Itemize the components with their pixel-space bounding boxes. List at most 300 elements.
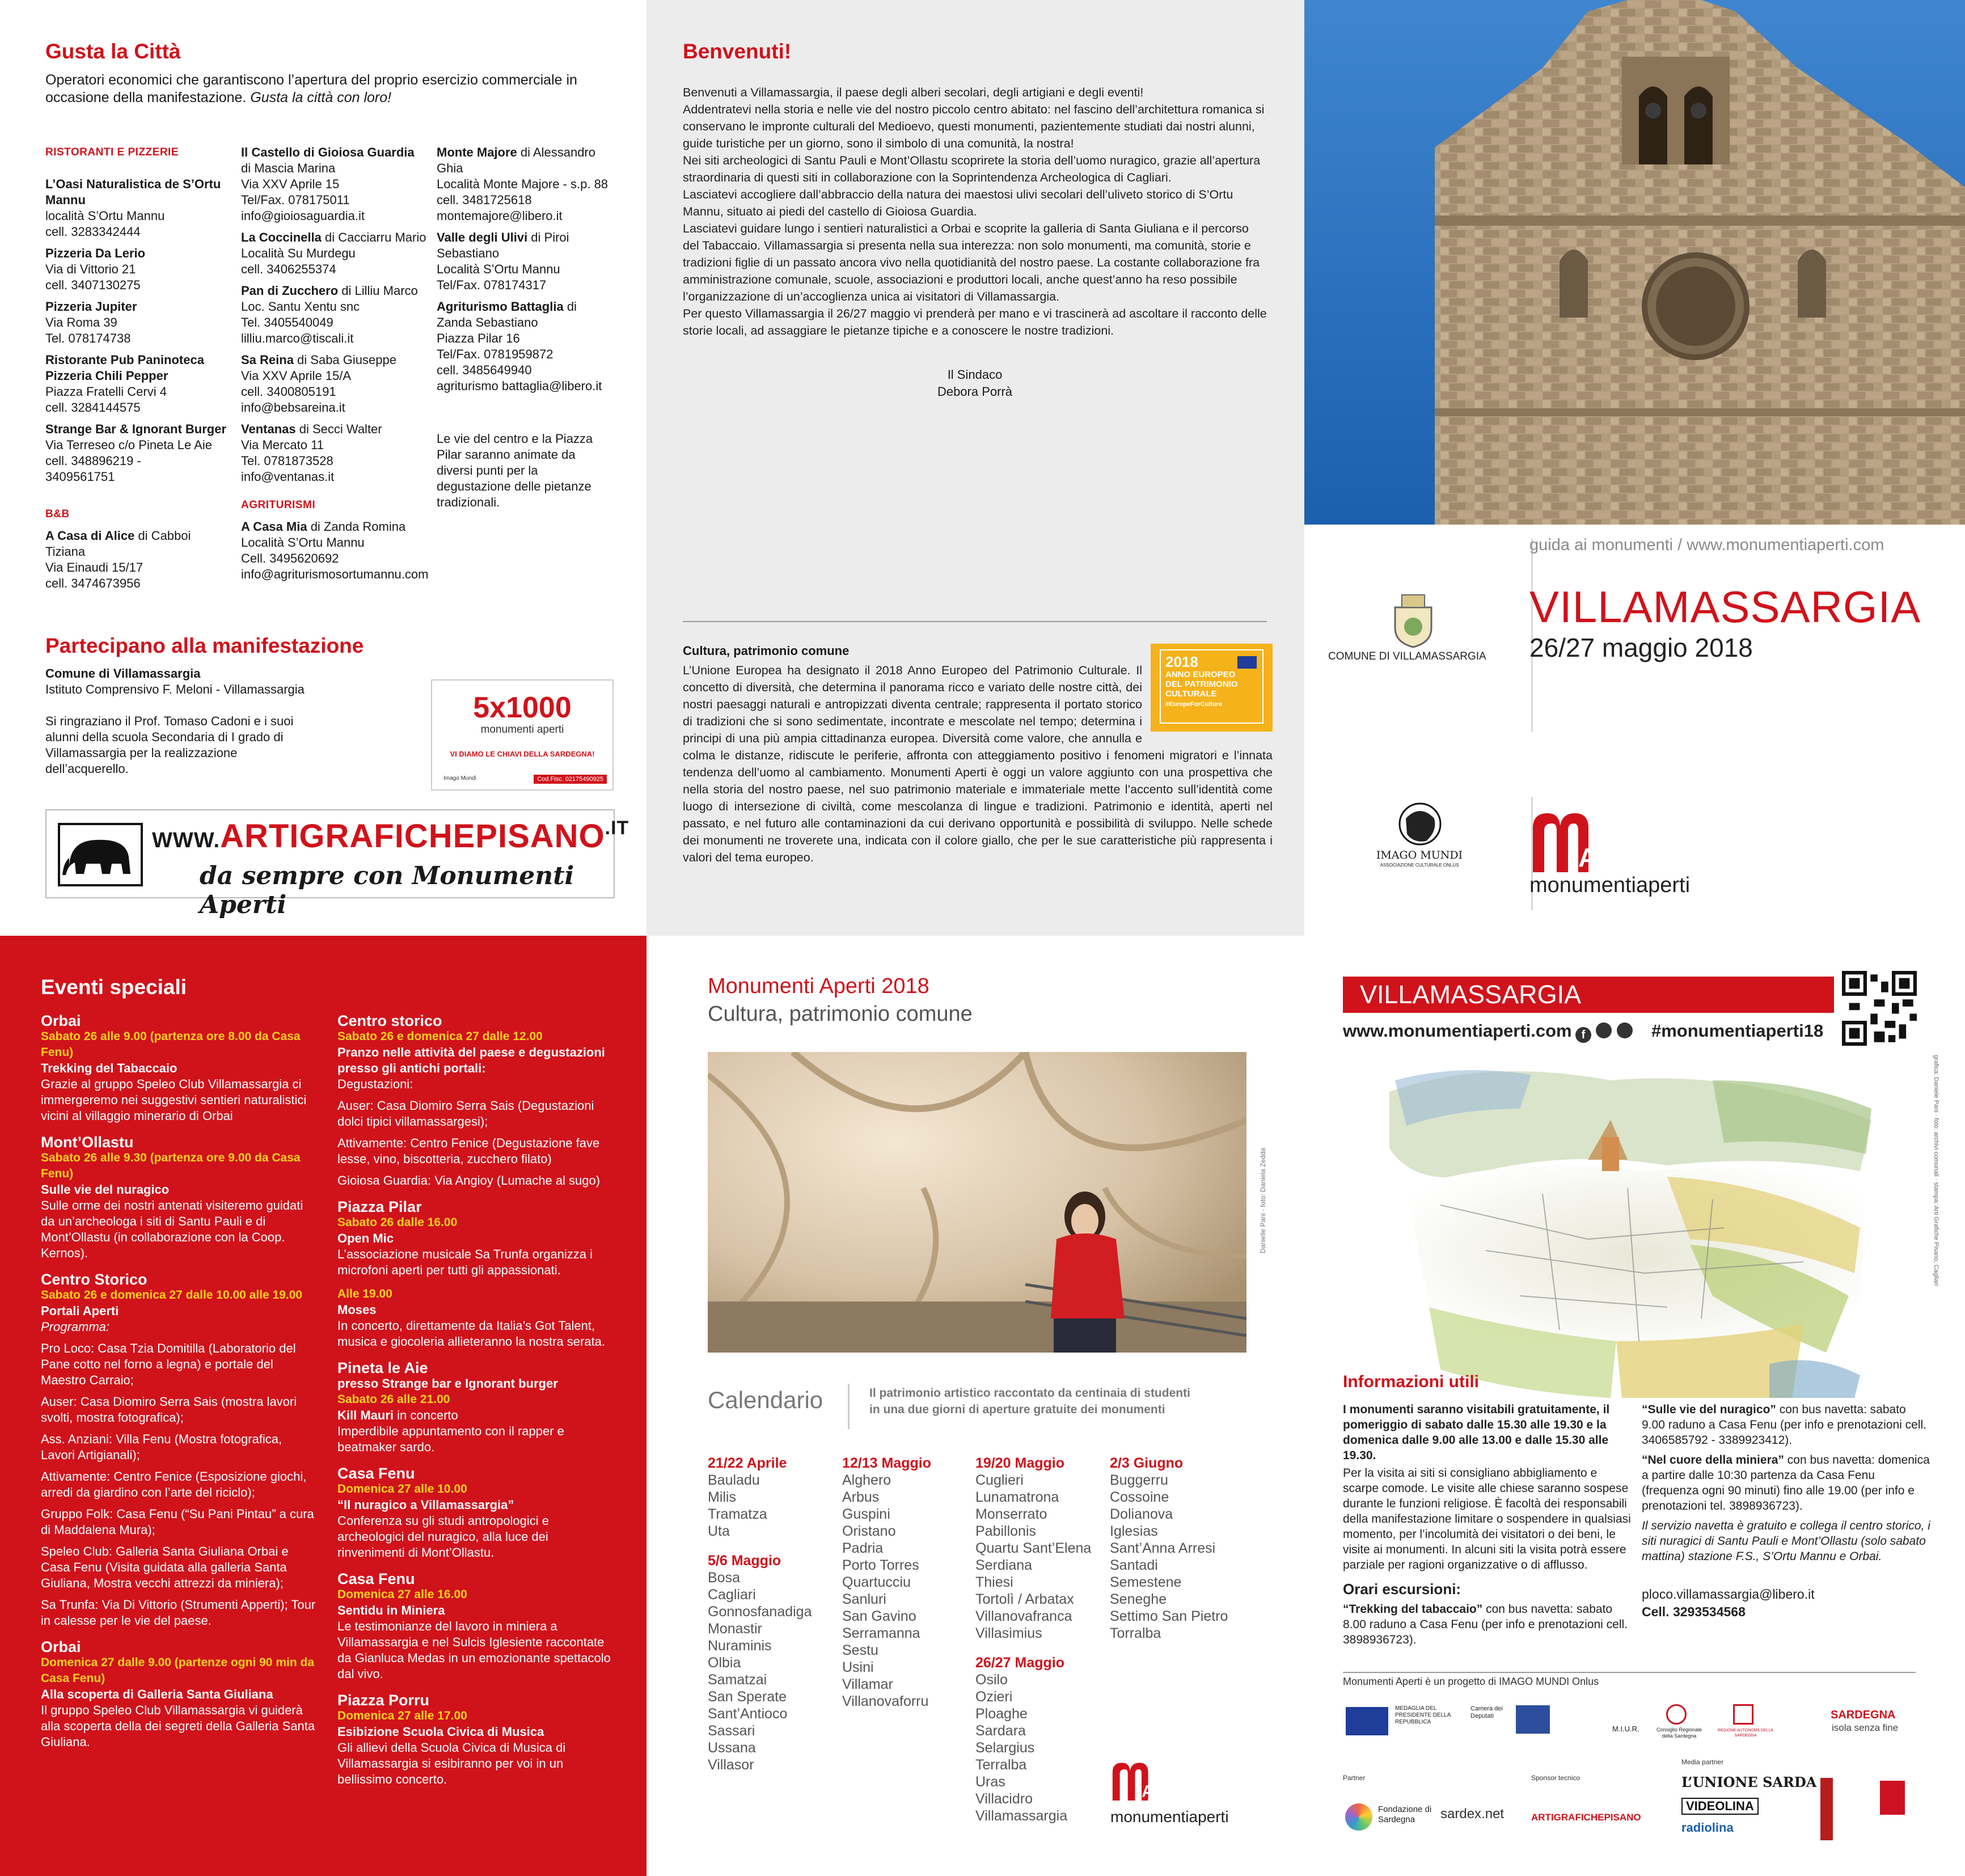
- business-line: località S’Ortu Mannu: [45, 209, 165, 223]
- business-owner: di Cacciarru Mario: [321, 230, 426, 244]
- spacer: [975, 1642, 1091, 1654]
- business-entry: [241, 283, 428, 347]
- calendar-town: Quartucciu: [842, 1574, 911, 1590]
- imago-mundi-label: IMAGO MUNDI: [1376, 849, 1463, 861]
- panel-gusta-la-citta: [0, 0, 646, 936]
- calendar-town: Tortolì / Arbatax: [975, 1591, 1074, 1607]
- calendar-town: Cagliari: [708, 1587, 756, 1603]
- map-hashtag: #monumentiaperti18: [1651, 1021, 1824, 1041]
- bb-entry: [45, 528, 233, 591]
- partecipano-title: Partecipano alla manifestazione: [45, 634, 364, 657]
- calendar-town: Bauladu: [708, 1472, 760, 1488]
- business-line: lilliu.marco@tiscali.it: [241, 331, 354, 345]
- business-line: Località S’Ortu Mannu: [241, 535, 365, 550]
- calendar-town: Guspini: [842, 1506, 890, 1522]
- label-sponsor: Sponsor tecnico: [1531, 1774, 1581, 1782]
- business-entry: [241, 230, 428, 277]
- calendar-town: Milis: [708, 1489, 736, 1505]
- calendar-town: Villasimius: [975, 1625, 1042, 1641]
- calendar-town: Buggerru: [1110, 1472, 1168, 1488]
- eventi-right-col: [337, 1005, 615, 1798]
- calendar-town: Cossoine: [1110, 1489, 1169, 1505]
- business-name: Agriturismo Battaglia: [437, 299, 564, 314]
- cultura-body: L’Unione Europea ha designato il 2018 Anno Europeo del Patrimonio Culturale. Il concetto di diversità, che determina il panorama ricco e variato delle nostre città, dei nostri paesaggi naturali e antropizzati diventa centrale; rappresenta il portato storico di tradizioni che si sono sedimentate, incontrate e mescolate nel tempo; determina i principi di una più ampia cittadinanza europea. Diversità come valore, che annulla e colma le distanze, ridiscute le periferie, affronta con atteggiamento positivo i fenomeni migratori e l’innata tendenza dell’uomo al cambiamento. Monumenti Aperti è oggi un valore aggiunto con una prospettiva che nella storia del nostro paese, nel suo patrimonio materiale e immateriale mette l’accento sull’identità come luogo di intersezione di civiltà, come mescolanza di lingue e tradizioni. Patrimonio e identità, aperti nel passato, e nel futuro alle contaminazioni da cui derivano opportunità e possibilità di sviluppo. Nelle schede dei monumenti ne troverete una, indicata con il colore giallo, che per le sue caratteristiche più rappresenta i valori del tema europeo.: [683, 664, 1273, 864]
- event-place: Piazza Porru: [337, 1692, 430, 1709]
- business-owner: di Zanda Romina: [307, 519, 406, 534]
- calendar-town: Gonnosfanadiga: [708, 1604, 812, 1620]
- logo-miur: M.I.U.R.: [1612, 1725, 1639, 1733]
- business-entry: [241, 519, 428, 582]
- calendar-town: Sant’Anna Arresi: [1110, 1540, 1216, 1556]
- pisano-tagline: da sempre con Monumenti Aperti: [200, 861, 574, 919]
- event-title: “Il nuragico a Villamassargia”: [337, 1498, 514, 1512]
- business-line: cell. 3485649940: [437, 363, 532, 377]
- pisano-banner: [45, 809, 629, 919]
- business-line: Via XXV Aprile 15/A: [241, 369, 352, 383]
- cat-agriturismi: AGRITURISMI: [241, 499, 316, 511]
- calendar-month: 12/13 Maggio: [842, 1455, 931, 1471]
- calendar-town: Settimo San Pietro: [1110, 1608, 1228, 1624]
- event-text: Sulle orme dei nostri antenati visiteremo guidati da un’archeologa i siti di Santu Pauli e di Mont’Ollastu (in collaborazione con la Coop. Kernos).: [41, 1198, 303, 1260]
- event-when: Domenica 27 alle 17.00: [337, 1709, 467, 1722]
- business-line: Tiziana: [45, 544, 86, 559]
- event-text: Auser: Casa Diomiro Serra Sais (Degustazioni dolci tipici villamassargesi);: [337, 1098, 594, 1129]
- calendar-town: Monserrato: [975, 1506, 1047, 1522]
- event-text: Le testimonianze del lavoro in miniera a Villamassargia e nel Sulcis Iglesiente raccontate da Gianluca Medas in un emozionante spettacolo dal vivo.: [337, 1619, 611, 1681]
- calendar-town: Sassari: [708, 1723, 755, 1739]
- ristoranti-list: [45, 176, 233, 485]
- cover-town: VILLAMASSARGIA: [1529, 582, 1921, 632]
- panel-cover: [1304, 525, 1965, 936]
- calendar-town: Osilo: [975, 1672, 1008, 1688]
- gusta-note: Le vie del centro e la Piazza Pilar saranno animate da diversi punti per la degustazione delle pietanze tradizionali.: [437, 432, 593, 509]
- calendar-town: Oristano: [842, 1523, 896, 1539]
- calendar-town: Pabillonis: [975, 1523, 1037, 1539]
- business-owner: di Alessandro: [517, 145, 595, 159]
- business-line: info@agriturismosortumannu.com: [241, 567, 429, 581]
- monumenti-aperti-wordmark: monumentiaperti: [1529, 873, 1691, 897]
- gusta-col-3: [437, 145, 618, 510]
- calendar-town: Cuglieri: [975, 1472, 1024, 1488]
- business-line: Tel. 3405540049: [241, 315, 333, 329]
- event-title: Moses: [337, 1303, 377, 1317]
- business-line: di Mascia Marina: [241, 161, 336, 175]
- business-line: Via Roma 39: [45, 315, 117, 329]
- media-logo-crest-icon: [1880, 1781, 1905, 1815]
- calendar-town: Sestu: [842, 1642, 878, 1658]
- business-entry: [437, 230, 618, 293]
- event-title: Portali Aperti: [41, 1304, 119, 1318]
- ristoranti-list-3: [437, 145, 618, 394]
- partecipano-thanks: Si ringraziano il Prof. Tomaso Cadoni e i suoi alunni della scuola Secondaria di I grado di Villamassargia per la realizzazione dell’acquerello.: [45, 714, 294, 776]
- sign-name: Debora Porrà: [937, 385, 1013, 399]
- fondazione-logo-icon: [1345, 1803, 1372, 1831]
- gusta-intro: Operatori economici che garantiscono l’apertura del proprio esercizio commerciale in occasione della manifestazione. Gusta la città con loro!: [45, 72, 577, 105]
- logo-radiolina: radiolina: [1681, 1820, 1734, 1835]
- benvenuti-paragraph: Lasciatevi guidare lungo i sentieri naturalistici a Orbai e scoprite la galleria di Santa Giuliana e il percorso del Tabaccaio. Villamassargia si presenta nella sua interezza: non solo monumenti, ma comunità, storie e tradizioni figlie di un passato ancora vivo nella quotidianità del nostro paese. La costante collaborazione fra amministrazione comunale, scuole, associazioni e produttori locali, anche quest’anno ha reso possibile l’organizzazione di un’accoglienza unica ai visitatori di Villamassargia.: [683, 222, 1260, 303]
- calendar-town: Porto Torres: [842, 1557, 919, 1573]
- gusta-title: Gusta la Città: [45, 40, 181, 63]
- calendar-town: Villacidro: [975, 1791, 1033, 1807]
- event-text: Auser: Casa Diomiro Serra Sais (mostra lavori svolti, mostra fotografica);: [41, 1395, 297, 1425]
- monumenti-aperti-logo-icon: [1529, 811, 1600, 873]
- event-text: Conferenza su gli studi antropologici e archeologici del nuragico, alla luce dei rinvenimenti di Mont’Ollastu.: [337, 1514, 550, 1560]
- business-name: Valle degli Ulivi: [437, 230, 528, 244]
- business-name: Strange Bar & Ignorant Burger: [45, 422, 227, 436]
- calendar-month: 21/22 Aprile: [708, 1455, 787, 1471]
- cal-col-2: [842, 1455, 931, 1710]
- event-when: Domenica 27 alle 10.00: [337, 1482, 467, 1495]
- business-owner: di Piroi: [527, 230, 569, 244]
- business-line: Piazza Pilar 16: [437, 331, 520, 345]
- business-entry: [241, 352, 428, 416]
- church-photo: [1304, 0, 1965, 525]
- benvenuti-paragraph: Nei siti archeologici di Santu Pauli e Mont’Ollastu scoprirete la storia dell’uomo nuragico, grazie all’apertura straordinaria di questi siti in collaborazione con la Soprintendenza Archeologica di Cagliari.: [683, 154, 1261, 184]
- watercolor-town-map: [1372, 1058, 1883, 1404]
- badge-5x1000: [431, 679, 614, 791]
- event-text: Imperdibile appuntamento con il rapper e beatmaker sardo.: [337, 1424, 564, 1454]
- event-place: Orbai: [41, 1012, 81, 1029]
- event-when: Alle 19.00: [337, 1287, 392, 1300]
- logo-fondazione: Fondazione di Sardegna: [1378, 1805, 1432, 1824]
- qr-code-icon[interactable]: [1842, 971, 1917, 1046]
- cover-dates: 26/27 maggio 2018: [1529, 633, 1753, 662]
- label-media: Media partner: [1681, 1758, 1724, 1766]
- event-block: [337, 1013, 615, 1189]
- calendar-town: Selargius: [975, 1740, 1035, 1756]
- event-text: Gruppo Folk: Casa Fenu (“Su Pani Pintau” a cura di Maddalena Mura);: [41, 1507, 314, 1537]
- divider: [683, 621, 1267, 622]
- monumenti-aperti-logo-icon-2: [1110, 1758, 1156, 1805]
- svg-text:A: A: [1142, 1782, 1154, 1801]
- eventi-title: Eventi speciali: [41, 975, 187, 999]
- event-sub: Programma:: [41, 1320, 110, 1334]
- calendar-town: Sant’Antioco: [708, 1706, 788, 1722]
- event-place: Centro Storico: [41, 1271, 147, 1288]
- business-line: Località Su Murdegu: [241, 246, 356, 260]
- business-line: Tel. 0781873528: [241, 454, 333, 468]
- business-owner: di Lilliu Marco: [338, 284, 418, 298]
- business-line: Via Mercato 11: [241, 438, 324, 452]
- imago-mundi-sub: ASSOCIAZIONE CULTURALE ONLUS: [1380, 863, 1459, 868]
- gusta-col-1: [45, 145, 233, 597]
- business-entry: [437, 299, 618, 394]
- facebook-icon[interactable]: f: [1575, 1027, 1591, 1043]
- cloister-photo: [708, 1052, 1246, 1353]
- logo-sardegna-sub: isola senza fine: [1832, 1722, 1899, 1733]
- business-owner: di Saba Giuseppe: [293, 353, 396, 367]
- event-text: Grazie al gruppo Speleo Club Villamassargia ci immergeremo nei suggestivi sentieri naturalistici vicini al villaggio minerario di Orbai: [41, 1077, 307, 1123]
- calendar-town: Uta: [708, 1523, 730, 1539]
- event-text: Attivamente: Centro Fenice (Degustazione fave lesse, vino, biscotteria, zucchero filato): [337, 1136, 600, 1166]
- map-side-credit: grafica: Daniele Pani · foto: archivi comunali · stampa: Arti Grafiche Pisano, Cagliari: [1933, 1055, 1939, 1286]
- partecipano-org: Comune di Villamassargia: [45, 666, 201, 681]
- event-block: [41, 1013, 319, 1124]
- logo-camera: Camera dei Deputati: [1470, 1705, 1503, 1719]
- business-line: cell. 3407130275: [45, 278, 141, 292]
- partecipano-school: Istituto Comprensivo F. Meloni - Villamassargia: [45, 682, 305, 696]
- business-name: A Casa di Alice: [45, 529, 135, 543]
- cal-brand: monumentiaperti: [1110, 1808, 1229, 1826]
- label-partner: Partner: [1343, 1774, 1366, 1782]
- event-when: Sabato 26 alle 21.00: [337, 1393, 450, 1406]
- business-name: Pizzeria Da Lerio: [45, 246, 146, 260]
- business-line: Via di Vittorio 21: [45, 262, 136, 276]
- consiglio-crest-icon: [1666, 1704, 1687, 1725]
- calendar-town: Ussana: [708, 1740, 756, 1756]
- calendar-town: Serramanna: [842, 1625, 920, 1641]
- logo-consiglio: Consiglio Regionale della Sardegna: [1656, 1727, 1702, 1739]
- business-name: Ventanas: [241, 422, 296, 436]
- event-text: L’associazione musicale Sa Trunfa organizza i microfoni aperti per tutti gli appassionati.: [337, 1247, 593, 1277]
- event-text: Attivamente: Centro Fenice (Esposizione giochi, arredi da giardino con l’arte del riciclo);: [41, 1469, 307, 1499]
- business-name: Monte Majore: [437, 145, 517, 159]
- event-block: [41, 1134, 319, 1261]
- business-line: Tel. 078174738: [45, 331, 131, 345]
- calendar-town: Villanovafranca: [975, 1608, 1072, 1624]
- business-line: Loc. Santu Xentu snc: [241, 299, 360, 314]
- event-title-rest: in concerto: [394, 1408, 458, 1422]
- business-owner: di Cabboi: [134, 529, 191, 543]
- event-title: Open Mic: [337, 1231, 394, 1245]
- calendar-month: 5/6 Maggio: [708, 1553, 781, 1569]
- calendar-town: Tramatza: [708, 1506, 767, 1522]
- contact-email[interactable]: ploco.villamassargia@libero.it: [1642, 1587, 1815, 1602]
- event-location: presso Strange bar e Ignorant burger: [337, 1376, 558, 1391]
- map-banner: VILLAMASSARGIA: [1343, 977, 1834, 1013]
- event-when: Sabato 26 e domenica 27 dalle 10.00 alle 19.00: [41, 1288, 303, 1302]
- calendar-town: Seneghe: [1110, 1591, 1167, 1607]
- calendar-town: Iglesias: [1110, 1523, 1158, 1539]
- calendar-month: 2/3 Giugno: [1110, 1455, 1184, 1471]
- business-name: Sa Reina: [241, 353, 294, 367]
- event-text: Gli allievi della Scuola Civica di Musica di Villamassargia si esibiranno per voi in un bellissimo concerto.: [337, 1740, 566, 1786]
- business-line: Via Terreseo c/o Pineta Le Aie: [45, 438, 212, 452]
- event-title: Sentidu in Miniera: [337, 1603, 445, 1617]
- eu-heritage-logo: 2018 ANNO EUROPEO DEL PATRIMONIO CULTURALE #EuropeForCulture: [1151, 644, 1273, 732]
- logo-sardegna: SARDEGNA: [1831, 1709, 1896, 1721]
- logo-sardex: sardex.net: [1440, 1806, 1505, 1822]
- cat-bb: B&B: [45, 508, 70, 520]
- info-right: “Sulle vie del nuragico” con bus navetta: sabato 9.00 raduno a Casa Fenu (per info e prenotazioni cell. 3406585792 - 3389923412). “Nel cuore della miniera” con bus navetta: domenica a partire dalle 10:30 partenza da Casa Fenu (frequenza ogni 90 minuti) fino alle 19.00 (per info e prenotazioni tel. 3898936723). Il servizio navetta è gratuito e collega il centro storico, i siti nuragici di Santu Pauli e Mont’Ollastu (solo sabato mattina) stazione F.S., S’Ortu Mannu e Orbai. ploco.villamassargia@libero.it Cell. 3293534568: [1642, 1403, 1930, 1619]
- comune-crest-icon: [1391, 591, 1436, 648]
- logo-unione-sarda: L’UNIONE SARDA: [1681, 1774, 1817, 1790]
- event-sub: Degustazioni:: [337, 1077, 413, 1091]
- business-line: cell. 3481725618: [437, 193, 532, 207]
- business-entry: [45, 246, 233, 293]
- business-entry: [437, 145, 618, 224]
- calendar-town: Bosa: [708, 1570, 740, 1586]
- business-line: cell. 3400805191: [241, 385, 336, 399]
- twitter-icon[interactable]: [1617, 1022, 1633, 1038]
- business-line: cell. 348896219 -: [45, 454, 141, 468]
- business-line: Località S’Ortu Mannu: [437, 262, 560, 276]
- badge-5x1000-cf: Cod.Fisc. 02175490925: [534, 775, 607, 784]
- business-line: 3409561751: [45, 470, 115, 484]
- event-when: Sabato 26 alle 9.30 (partenza ore 9.00 da Casa Fenu): [41, 1151, 301, 1180]
- calendar-town: Padria: [842, 1540, 884, 1556]
- cal-heading-2: Cultura, patrimonio comune: [708, 1002, 973, 1026]
- event-text: Il gruppo Speleo Club Villamassargia vi guiderà alla scoperta della dei segreti della Galleria Santa Giuliana.: [41, 1703, 315, 1749]
- panel-map-info: [1304, 936, 1965, 1876]
- event-when: Sabato 26 alle 9.00 (partenza ore 8.00 da Casa Fenu): [41, 1030, 301, 1059]
- business-entry: [45, 421, 233, 485]
- business-line: cell. 3406255374: [241, 262, 336, 276]
- calendar-town: Uras: [975, 1774, 1005, 1790]
- calendar-town: Arbus: [842, 1489, 880, 1505]
- business-line: cell. 3283342444: [45, 225, 141, 239]
- calendar-month: 19/20 Maggio: [975, 1455, 1064, 1471]
- photo-credit: Danielle Pani - foto: Daniela Zedda: [1259, 1147, 1267, 1253]
- event-text: Speleo Club: Galleria Santa Giuliana Orbai e Casa Fenu (Visita guidata alla galleria Santa Giuliana, Mostra vecchi attrezzi da miniera);: [41, 1544, 289, 1590]
- logo-videolina: VIDEOLINA: [1681, 1798, 1759, 1815]
- business-name: Pizzeria Jupiter: [45, 299, 137, 314]
- social-icons: [1575, 1022, 1633, 1043]
- business-line: Zanda Sebastiano: [437, 315, 538, 329]
- business-name: Il Castello di Gioiosa Guardia: [241, 145, 415, 159]
- info-left: I monumenti saranno visitabili gratuitamente, il pomeriggio di sabato dalle 15.30 alle 19.30 e la domenica dalle 9.00 alle 13.00 e dalle 15.30 alle 19.30. Per la visita ai siti si consigliano abbigliamento e scarpe comode. Le visite alle chiese saranno sospese durante le funzioni religiose. È facoltà dei responsabili della manifestazione limitare o sospendere in qualsiasi momento, per l’incolumità dei visitatori o dei beni, le visite ai monumenti. In alcuni siti la visita potrà essere parziale per ragioni organizzative o di afflusso. Orari escursioni: “Trekking del tabaccaio” con bus navetta: sabato 8.00 raduno a Casa Fenu (per info e prenotazioni cell. 3898936723).: [1343, 1403, 1631, 1646]
- event-when: Sabato 26 e domenica 27 dalle 12.00: [337, 1030, 543, 1043]
- business-line: Tel/Fax. 078175011: [241, 193, 350, 207]
- business-name: L’Oasi Naturalistica de S’Ortu Mannu: [45, 177, 221, 207]
- business-line: Piazza Fratelli Cervi 4: [45, 385, 167, 399]
- calendar-town: Quartu Sant’Elena: [975, 1540, 1092, 1556]
- event-when: Sabato 26 dalle 16.00: [337, 1216, 458, 1229]
- cat-ristoranti: RISTORANTI E PIZZERIE: [45, 146, 179, 158]
- calendar-town: Samatzai: [708, 1672, 767, 1688]
- cal-heading-1: Monumenti Aperti 2018: [708, 974, 929, 998]
- gusta-col-2: [241, 145, 428, 588]
- calendar-town: Santadi: [1110, 1557, 1158, 1573]
- project-line: Monumenti Aperti è un progetto di IMAGO MUNDI Onlus: [1343, 1676, 1599, 1687]
- calendar-town: Ploaghe: [975, 1706, 1028, 1722]
- pisano-url: $WWW.ARTIGRAFICHEPISANO^{.IT}$: [152, 817, 629, 855]
- cultura-title: Cultura, patrimonio comune: [683, 644, 850, 658]
- calendar-town: San Gavino: [842, 1608, 916, 1624]
- event-text: Pro Loco: Casa Tzia Domitilla (Laboratorio del Pane cotto nel forno a legna) e portale del Maestro Carraio;: [41, 1341, 296, 1387]
- cover-guide-url: guida ai monumenti / www.monumentiaperti.com: [1529, 536, 1884, 554]
- benvenuti-paragraph: Addentratevi nella storia e nelle vie del nostro piccolo centro abitato: nel fascino dell’architettura romanica si conservano le impronte culturali del Medioevo, questi monumenti, pazientemente studiati dai nostri alunni, guide turistiche per un giorno, sono il simbolo di una comunità, la nostra!: [683, 103, 1265, 150]
- event-when: Domenica 27 dalle 9.00 (partenze ogni 90 min da Casa Fenu): [41, 1656, 314, 1685]
- event-text: In concerto, direttamente da Italia’s Got Talent, musica e giocoleria allieteranno la nostra serata.: [337, 1319, 606, 1349]
- event-place: Centro storico: [337, 1012, 442, 1029]
- event-block: [337, 1360, 615, 1455]
- business-line: Sebastiano: [437, 246, 500, 260]
- cal-col-4: [1110, 1455, 1228, 1642]
- business-entry: [45, 528, 233, 591]
- institution-logos: [1343, 1704, 1916, 1744]
- logo-pisano: ARTIGRAFICHEPISANO: [1531, 1812, 1641, 1823]
- calendar-town: Villasor: [708, 1757, 754, 1773]
- calendar-town: Monastir: [708, 1621, 762, 1637]
- business-line: info@bebsareina.it: [241, 400, 345, 415]
- event-title: Kill Mauri in concerto: [337, 1408, 458, 1422]
- comune-label: COMUNE DI VILLAMASSARGIA: [1328, 650, 1486, 662]
- info-title: Informazioni utili: [1343, 1372, 1479, 1391]
- business-entry: [241, 145, 428, 224]
- ministero-logo-icon: [1516, 1705, 1550, 1734]
- calendar-town: Torralba: [1110, 1625, 1161, 1641]
- event-place: Piazza Pilar: [337, 1198, 422, 1215]
- event-block: [337, 1692, 615, 1788]
- calendar-town: Sanluri: [842, 1591, 886, 1607]
- event-title: Esibizione Scuola Civica di Musica: [337, 1725, 544, 1739]
- business-line: Tel/Fax. 078174317: [437, 278, 547, 292]
- event-block: [41, 1271, 319, 1629]
- cal-tagline: Il patrimonio artistico raccontato da centinaia di studenti in una due giorni di aperture gratuite dei monumenti: [869, 1387, 1190, 1416]
- calendar-town: Villamar: [842, 1676, 893, 1692]
- church-facade-image: [1304, 0, 1965, 525]
- business-line: Tel/Fax. 0781959872: [437, 347, 553, 361]
- benvenuti-body: [683, 84, 1267, 339]
- business-entry: [241, 421, 428, 485]
- business-entry: [45, 299, 233, 347]
- calendar-town: San Sperate: [708, 1689, 787, 1705]
- event-title: Pranzo nelle attività del paese e degustazioni presso gli antichi portali:: [337, 1045, 605, 1075]
- event-block: [41, 1639, 319, 1750]
- badge-5x1000-assoc: Imago Mundi: [443, 775, 476, 781]
- badge-5x1000-sub: monumenti aperti: [480, 724, 564, 736]
- sign-role: Il Sindaco: [947, 367, 1003, 382]
- badge-5x1000-slogan: VI DIAMO LE CHIAVI DELLA SARDEGNA!: [450, 750, 595, 758]
- event-place: Pineta le Aie: [337, 1359, 428, 1376]
- calendar-town: Terralba: [975, 1757, 1027, 1773]
- business-line: info@gioiosaguardia.it: [241, 209, 365, 223]
- spacer: [708, 1540, 812, 1552]
- business-line: cell. 3284144575: [45, 400, 141, 415]
- event-title: Alla scoperta di Galleria Santa Giuliana: [41, 1687, 273, 1701]
- event-place: Orbai: [41, 1638, 81, 1655]
- business-entry: [45, 352, 233, 416]
- panel-eventi-speciali: [0, 936, 646, 1876]
- business-line: Località Monte Majore - s.p. 88: [437, 177, 608, 191]
- svg-text:A: A: [1578, 843, 1598, 872]
- event-title: Sulle vie del nuragico: [41, 1182, 170, 1197]
- event-when: Domenica 27 alle 16.00: [337, 1588, 467, 1601]
- event-place: Casa Fenu: [337, 1570, 415, 1587]
- eventi-left-col: [41, 1005, 319, 1760]
- business-line: agriturismo battaglia@libero.it: [437, 379, 602, 393]
- regione-crest-icon: [1733, 1704, 1753, 1725]
- partecipano-block: [45, 634, 414, 777]
- business-owner: di: [563, 299, 577, 314]
- elephant-icon: [58, 823, 143, 886]
- business-name: Pan di Zucchero: [241, 284, 339, 298]
- eu-flag-icon: [1237, 656, 1257, 669]
- business-name: Ristorante Pub Paninoteca Pizzeria Chili Pepper: [45, 353, 204, 383]
- calendar-town: Lunamatrona: [975, 1489, 1059, 1505]
- business-line: cell. 3474673956: [45, 576, 141, 590]
- instagram-icon[interactable]: [1596, 1022, 1612, 1038]
- business-name: A Casa Mia: [241, 519, 307, 534]
- business-line: Via Einaudi 15/17: [45, 560, 143, 574]
- logo-medaglia: MEDAGLIA DEL PRESIDENTE DELLA REPUBBLICA: [1395, 1705, 1451, 1725]
- business-line: Ghia: [437, 161, 463, 175]
- media-logo-red-icon: [1820, 1778, 1833, 1840]
- map-site-url[interactable]: www.monumentiaperti.com: [1343, 1021, 1572, 1041]
- cal-title: Calendario: [708, 1387, 823, 1413]
- calendar-town: Usini: [842, 1659, 874, 1675]
- calendar-town: Ozieri: [975, 1689, 1013, 1705]
- cal-col-3: [975, 1455, 1091, 1824]
- business-entry: [45, 176, 233, 240]
- event-place: Casa Fenu: [337, 1465, 415, 1482]
- calendar-town: Villamassargia: [975, 1808, 1068, 1824]
- event-block: [337, 1571, 615, 1682]
- logo-regione: REGIONE AUTONOMA DELLA SARDEGNA: [1718, 1729, 1773, 1738]
- panel-calendario: [646, 936, 1304, 1876]
- badge-5x1000-big: 5x1000: [473, 691, 572, 724]
